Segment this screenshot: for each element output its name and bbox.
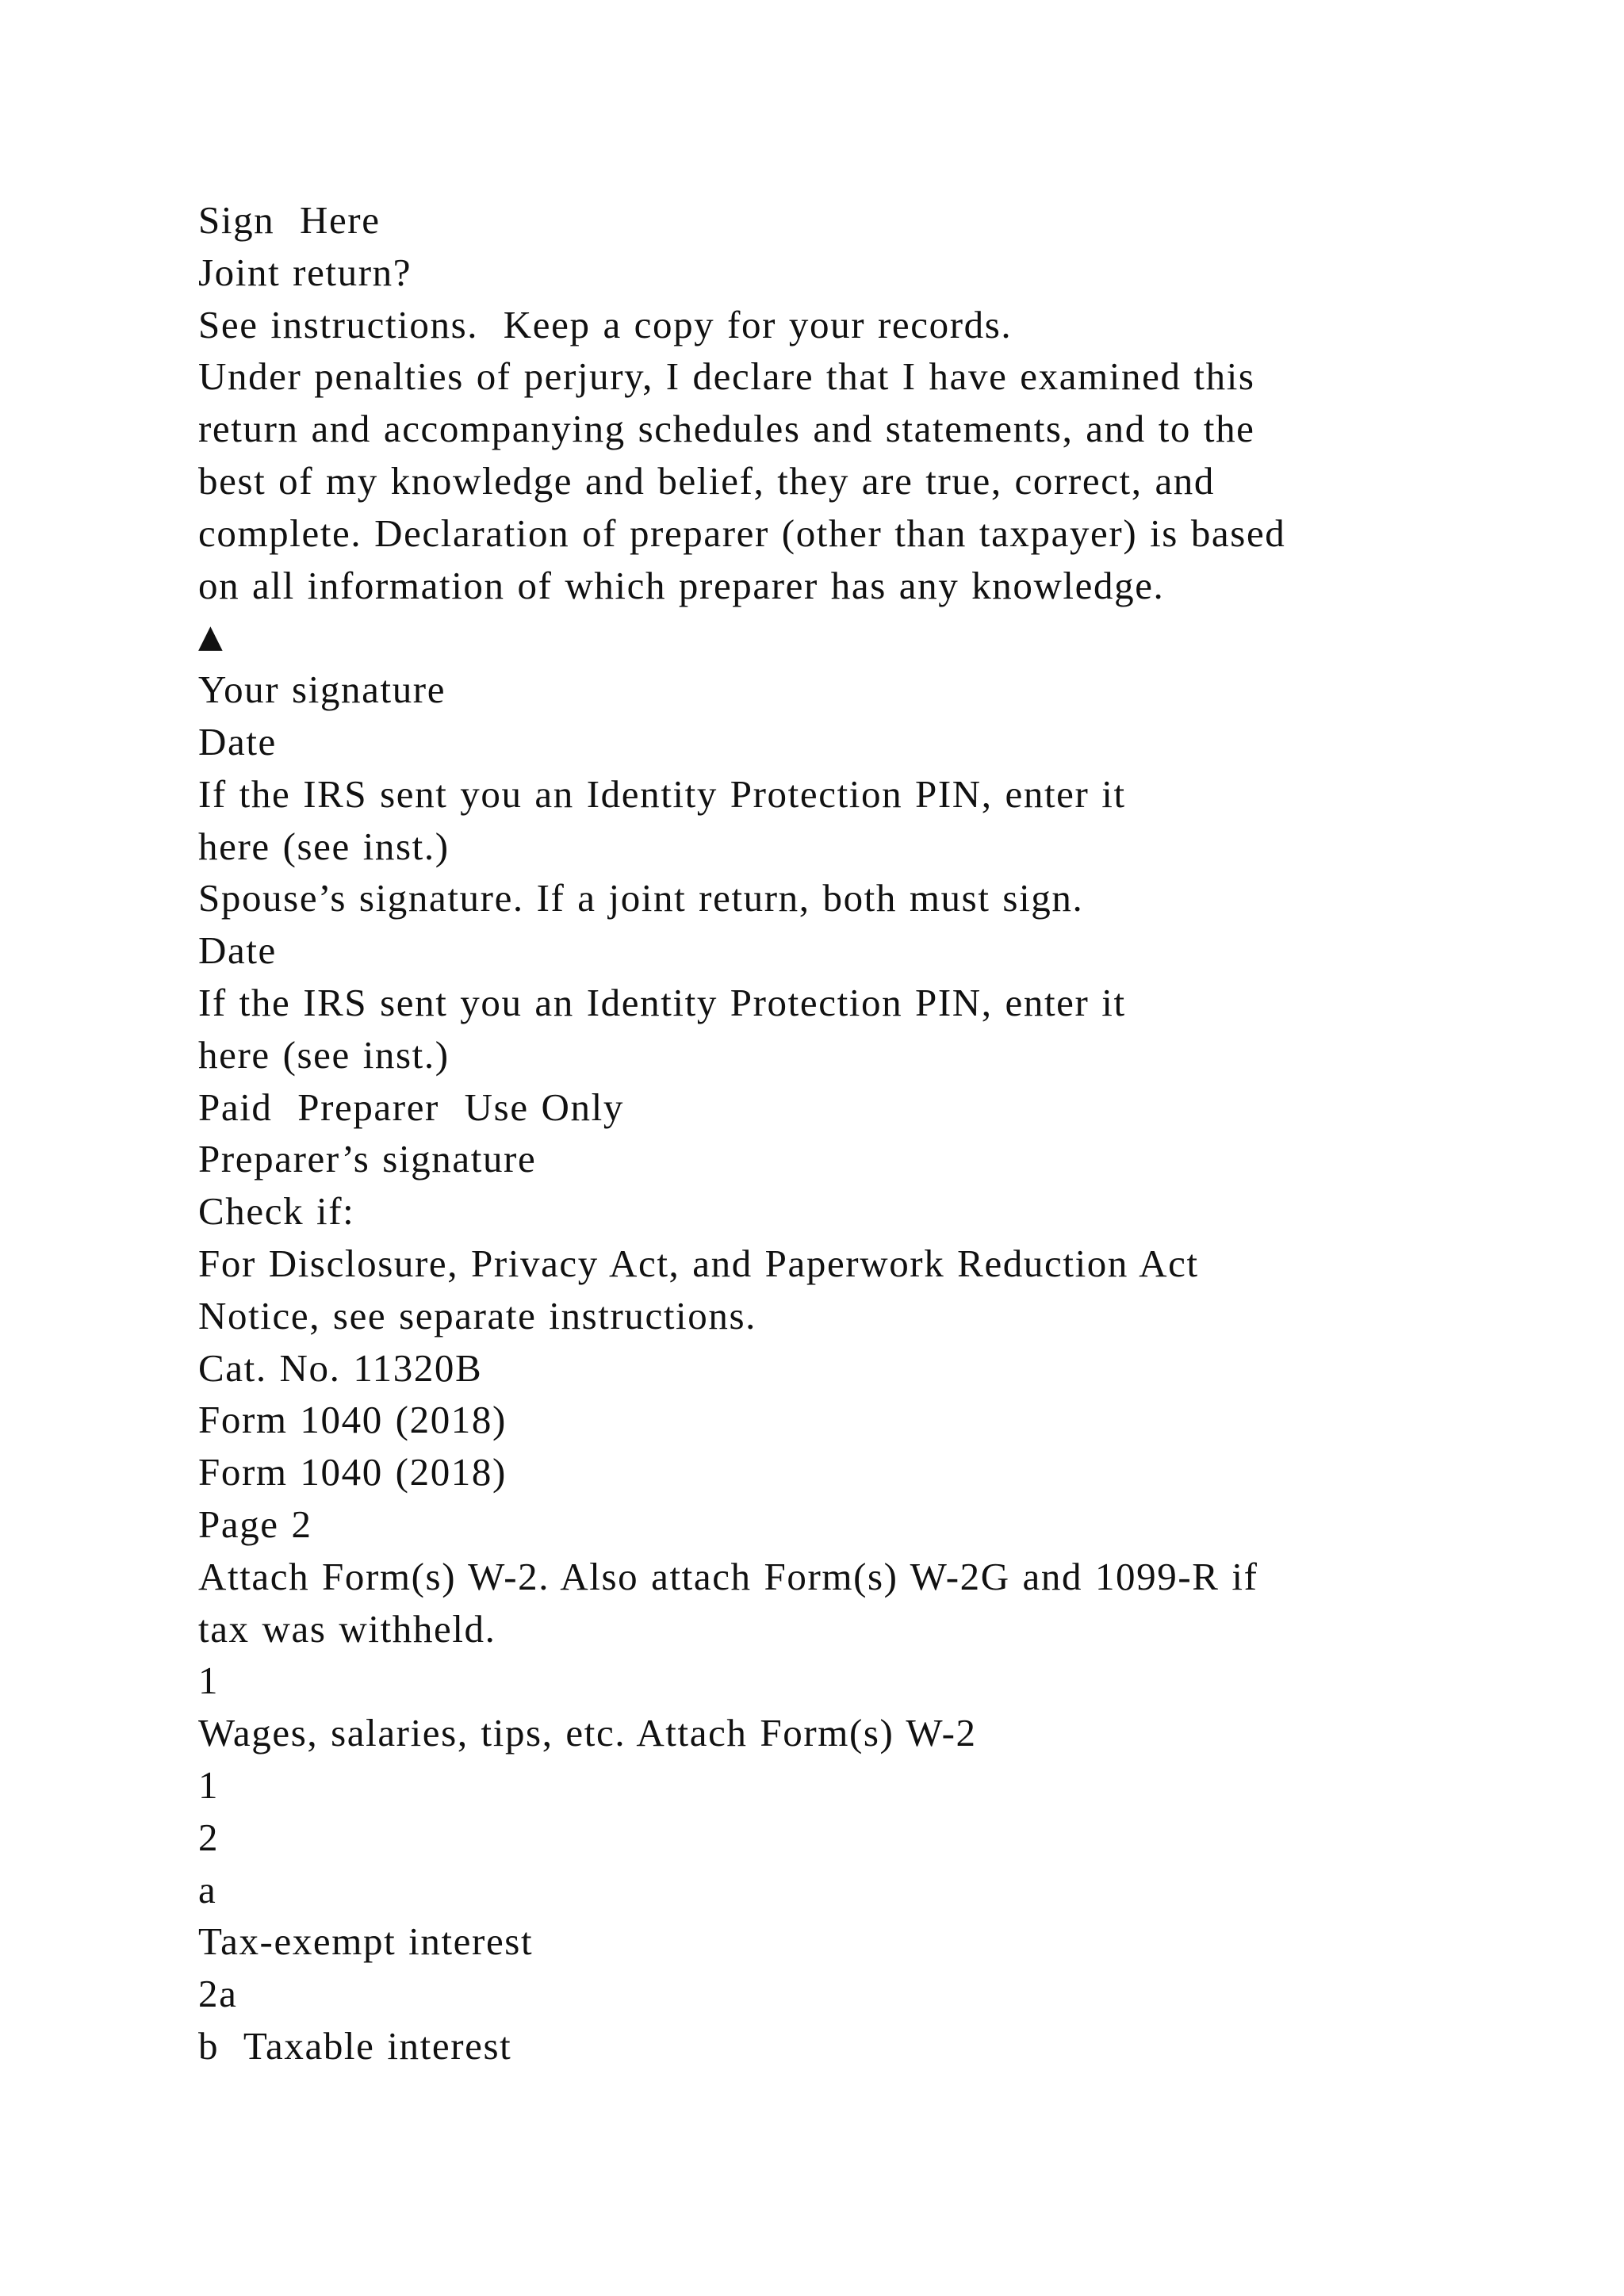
catalog-number: Cat. No. 11320B — [198, 1345, 483, 1390]
attach-w2-note-line-2: tax was withheld. — [198, 1606, 496, 1651]
attach-w2-note-line-1: Attach Form(s) W-2. Also attach Form(s) W-2G and 1099-R if — [198, 1554, 1258, 1598]
perjury-declaration-line-4: complete. Declaration of preparer (other than taxpayer) is based — [198, 511, 1286, 555]
spouse-identity-pin-label-line-1: If the IRS sent you an Identity Protection PIN, enter it — [198, 980, 1126, 1024]
spouse-date-label: Date — [198, 928, 277, 973]
disclosure-notice-line-2: Notice, see separate instructions. — [198, 1293, 756, 1337]
line-box-1: 1 — [198, 1762, 220, 1807]
line-number-2: 2 — [198, 1815, 220, 1859]
identity-pin-label-line-2: here (see inst.) — [198, 824, 450, 868]
line-number-1: 1 — [198, 1659, 220, 1703]
preparer-signature-label: Preparer’s signature — [198, 1137, 537, 1181]
check-if-label: Check if: — [198, 1189, 355, 1234]
spouse-signature-label: Spouse’s signature. If a joint return, both must sign. — [198, 876, 1084, 920]
wages-label: Wages, salaries, tips, etc. Attach Form(s) W-2 — [198, 1711, 977, 1755]
perjury-declaration-line-1: Under penalties of perjury, I declare that I have examined this — [198, 354, 1255, 399]
spouse-identity-pin-label-line-2: here (see inst.) — [198, 1032, 450, 1077]
see-instructions-note: See instructions. Keep a copy for your records. — [198, 302, 1013, 346]
form-footer-label: Form 1040 (2018) — [198, 1398, 507, 1442]
your-signature-label: Your signature — [198, 668, 446, 712]
tax-exempt-interest-label: Tax-exempt interest — [198, 1919, 534, 1964]
paid-preparer-heading: Paid Preparer Use Only — [198, 1085, 624, 1129]
identity-pin-label-line-1: If the IRS sent you an Identity Protection PIN, enter it — [198, 771, 1126, 816]
taxable-interest-label: b Taxable interest — [198, 2023, 512, 2068]
date-label: Date — [198, 719, 277, 763]
joint-return-label: Joint return? — [198, 250, 412, 294]
line-letter-a: a — [198, 1867, 217, 1911]
line-box-2a: 2a — [198, 1972, 238, 2016]
triangle-up-icon: ▲ — [198, 618, 223, 656]
form-header-label: Form 1040 (2018) — [198, 1450, 507, 1494]
sign-here-heading: Sign Here — [198, 198, 381, 242]
perjury-declaration-line-5: on all information of which preparer has any knowledge. — [198, 563, 1165, 607]
disclosure-notice-line-1: For Disclosure, Privacy Act, and Paperwork Reduction Act — [198, 1241, 1199, 1285]
perjury-declaration-line-3: best of my knowledge and belief, they are true, correct, and — [198, 458, 1215, 503]
page-number: Page 2 — [198, 1502, 312, 1546]
perjury-declaration-line-2: return and accompanying schedules and statements, and to the — [198, 407, 1255, 451]
document-text-block — [198, 194, 1546, 2072]
